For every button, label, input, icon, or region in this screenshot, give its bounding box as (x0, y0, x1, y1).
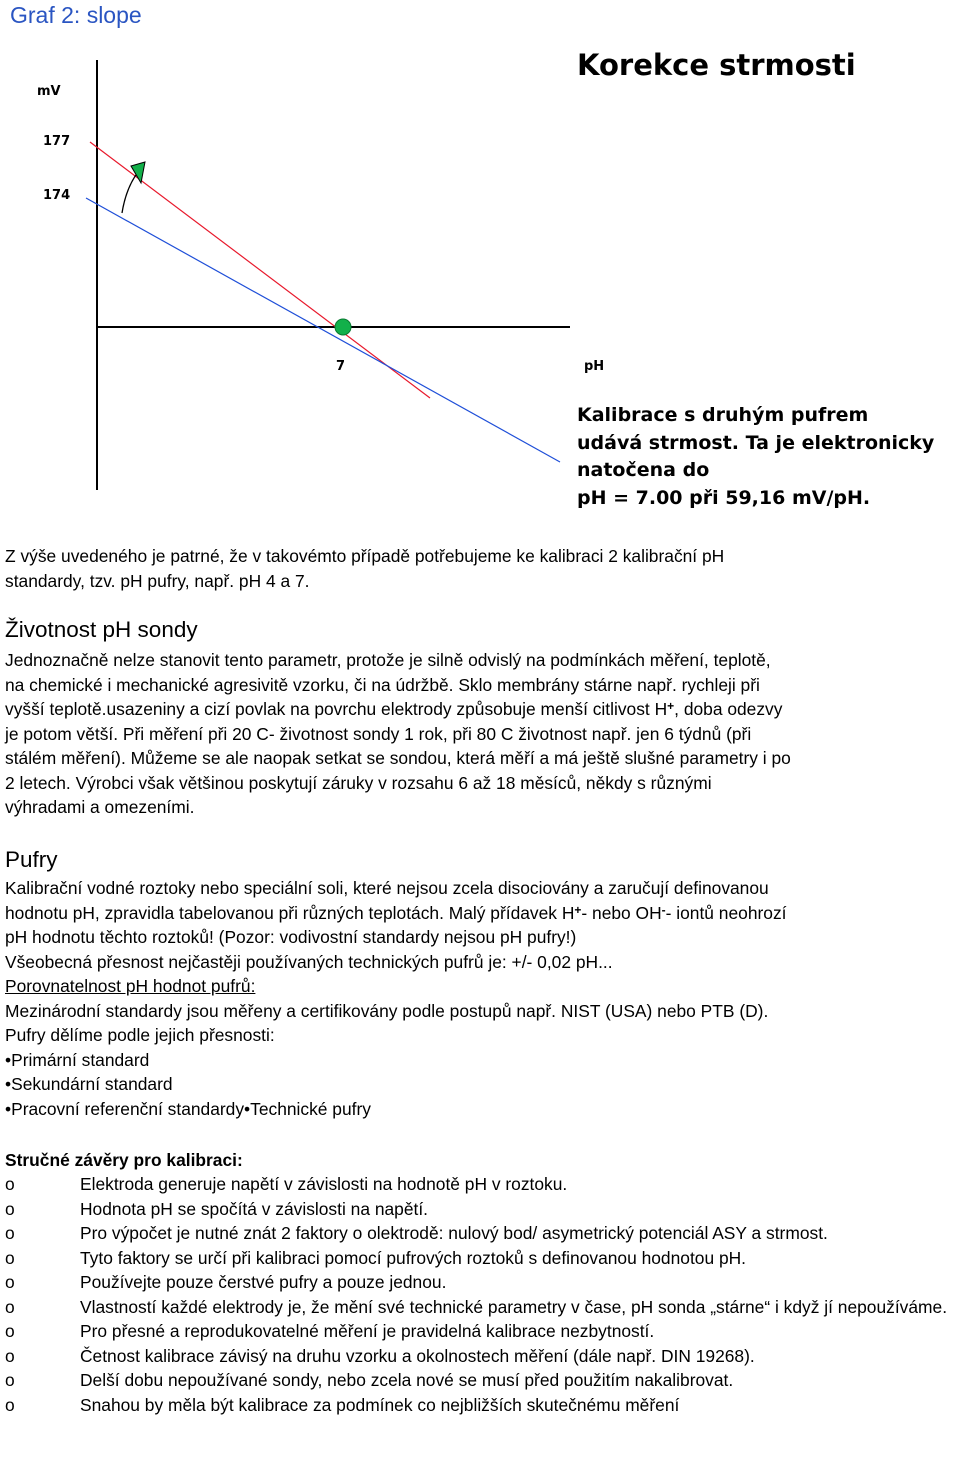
list-marker: o (5, 1296, 15, 1317)
list-marker: o (5, 1247, 15, 1268)
summary-item (5, 1197, 960, 1222)
summary-item (5, 1172, 960, 1197)
lifetime-line: Jednoznačně nelze stanovit tento parametr, protože je silně odvislý na podmínkách měření, teplotě, (5, 650, 771, 670)
summary-item-text: Delší dobu nepoužívané sondy, nebo zcela nové se musí před použitím nakalibrovat. (80, 1370, 734, 1390)
superscript-plus: + (667, 699, 675, 713)
buffer-type-item: •Primární standard (5, 1049, 150, 1070)
y-axis-label: mV (37, 84, 61, 99)
calibration-line: Kalibrace s druhým pufrem (577, 404, 869, 426)
list-marker: o (5, 1321, 15, 1341)
summary-item (5, 1368, 960, 1393)
list-marker: o (5, 1174, 15, 1194)
buffer-type-item: •Pracovní referenční standardy•Technické pufry (5, 1098, 371, 1119)
buffers-paragraph (5, 876, 960, 1121)
lifetime-line: na chemické i mechanické agresivitě vzorku, či na údržbě. Sklo membrány stárne např. rychleji při (5, 674, 760, 695)
lifetime-text: vyšší teplotě.usazeniny a cizí povlak na povrchu elektrody způsobuje menší citlivost H (5, 699, 668, 719)
buffers-heading: Pufry (5, 847, 58, 872)
lifetime-line: výhradami a omezeními. (5, 797, 195, 817)
lifetime-line: 2 letech. Výrobci však většinou poskytují záruky v rozsahu 6 až 18 měsíců, někdy s různými (5, 772, 712, 793)
buffers-text: - nebo OH (581, 902, 662, 923)
calibration-line: natočena do (577, 459, 710, 481)
summary-item-text: Četnost kalibrace závisý na druhu vzorku a okolnostech měření (dále např. DIN 19268). (80, 1345, 755, 1366)
summary-item (5, 1344, 960, 1369)
buffer-type-item: •Sekundární standard (5, 1074, 173, 1094)
summary-item-text: Tyto faktory se určí při kalibraci pomocí pufrových roztoků s definovanou hodnotou pH. (80, 1247, 747, 1268)
summary-list (5, 1172, 960, 1417)
buffers-line: pH hodnotu těchto roztoků! (Pozor: vodivostní standardy nejsou pH pufry!) (5, 927, 577, 947)
summary-item-text: Elektroda generuje napětí v závislosti na hodnotě pH v roztoku. (80, 1174, 568, 1194)
buffers-text: - iontů neohrozí (665, 902, 787, 923)
y-tick-174: 174 (43, 188, 71, 203)
summary-item-text: Pro výpočet je nutné znát 2 faktory o olektrodě: nulový bod/ asymetrický potenciál ASY a strmost. (80, 1223, 828, 1243)
figure-heading: Korekce strmosti (577, 48, 856, 82)
summary-item-text: Používejte pouze čerstvé pufry a pouze jednou. (80, 1272, 447, 1292)
list-marker: o (5, 1345, 15, 1366)
y-tick-177: 177 (43, 134, 71, 149)
lifetime-paragraph (5, 648, 960, 820)
calibration-line: pH = 7.00 při 59,16 mV/pH. (577, 486, 871, 509)
superscript-minus: - (661, 902, 666, 917)
intro-line: standardy, tzv. pH pufry, např. pH 4 a 7. (5, 570, 310, 591)
summary-item (5, 1393, 960, 1418)
summary-item (5, 1221, 960, 1246)
list-marker: o (5, 1394, 15, 1415)
lifetime-text: , doba odezvy (674, 699, 783, 719)
summary-item (5, 1246, 960, 1271)
list-marker: o (5, 1370, 15, 1390)
x-axis-label: pH (584, 359, 605, 374)
summary-item-text: Hodnota pH se spočítá v závislosti na napětí. (80, 1198, 429, 1219)
angle-arc (122, 172, 138, 213)
buffers-text: hodnotu pH, zpravidla tabelovanou při různých teplotách. Malý přídavek H (5, 902, 575, 923)
summary-item (5, 1295, 960, 1320)
lifetime-heading: Životnost pH sondy (5, 617, 198, 642)
summary-item-text: Pro přesné a reprodukovatelné měření je pravidelná kalibrace nezbytností. (80, 1321, 655, 1341)
buffers-subheading: Porovnatelnost pH hodnot pufrů: (5, 976, 256, 996)
buffers-line (5, 901, 960, 926)
intro-paragraph (5, 544, 960, 593)
list-marker: o (5, 1223, 15, 1243)
summary-heading: Stručné závěry pro kalibraci: (5, 1150, 243, 1170)
list-marker: o (5, 1198, 15, 1219)
summary-item (5, 1270, 960, 1295)
lifetime-line (5, 697, 960, 722)
blue-line (86, 198, 560, 462)
buffers-line: Mezinárodní standardy jsou měřeny a certifikovány podle postupů např. NIST (USA) nebo PTB (D). (5, 1000, 769, 1021)
lifetime-line: je potom větší. Při měření při 20 C- životnost sondy 1 rok, při 80 C životnost např. jen 6 týdnů (při (5, 723, 752, 744)
calibration-note (577, 402, 934, 512)
list-marker: o (5, 1272, 15, 1292)
buffers-line: Kalibrační vodné roztoky nebo speciální soli, které nejsou zcela disociovány a zaručují definovanou (5, 878, 769, 898)
summary-item-text: Vlastností každé elektrody je, že mění své technické parametry v čase, pH sonda „stárne“ i když jí nepoužíváme. (80, 1296, 948, 1317)
intro-line: Z výše uvedeného je patrné, že v takovémto případě potřebujeme ke kalibraci 2 kalibrační pH (5, 546, 725, 566)
lifetime-line: stálém měření). Můžeme se ale naopak setkat se sondou, která měří a má ještě slušné parametry i po (5, 748, 791, 768)
summary-item (5, 1319, 960, 1344)
summary-item-text: Snahou by měla být kalibrace za podmínek co nejbližších skutečnému měření (80, 1394, 680, 1415)
intersection-point (335, 319, 351, 335)
x-tick-7: 7 (336, 359, 346, 374)
calibration-line: udává strmost. Ta je elektronicky (577, 431, 935, 454)
buffers-line: Pufry dělíme podle jejich přesnosti: (5, 1025, 275, 1045)
buffers-line: Všeobecná přesnost nejčastěji používaných technických pufrů je: +/- 0,02 pH... (5, 951, 613, 972)
superscript-plus: + (574, 902, 582, 917)
figure-title: Graf 2: slope (10, 2, 142, 28)
